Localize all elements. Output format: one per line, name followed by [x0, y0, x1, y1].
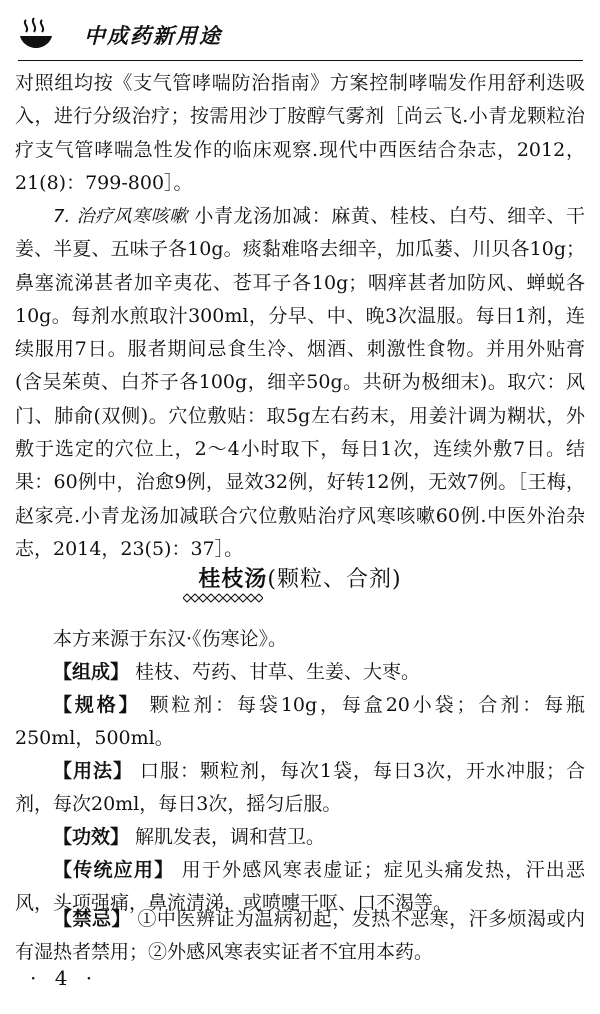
- section-title: [0, 562, 600, 593]
- entry-efficacy: [15, 821, 585, 854]
- item-body: 小青龙汤加减：麻黄、桂枝、白芍、细辛、干姜、半夏、五味子各10g。痰黏难咯去细辛，加瓜蒌、川贝各10g；鼻塞流涕甚者加辛夷花、苍耳子各10g；咽痒甚者加防风、蝉蜕各10g。每剂水煎取汁300ml，分早、中、晚3次温服。每日1剂，连续服用7日。服者期间忌食生冷、烟酒、刺激性食物。并用外贴膏(含吴茱萸、白芥子各100g，细辛50g。共研为极细末)。取穴：风门、肺俞(双侧)。穴位敷贴：取5g左右药末，用姜汁调为糊状，外敷于选定的穴位上，2～4小时取下，每日1次，连续外敷7日。结果：60例中，治愈9例，显效32例，好转12例，无效7例。［王梅，赵家亮.小青龙汤加减联合穴位敷贴治疗风寒咳嗽60例.中医外治杂志，2014，23(5)：37］。: [15, 205, 585, 560]
- entry-text: ①中医辨证为温病初起，发热不恶寒，汗多烦渴或内有湿热者禁用；②外感风寒表实证者不宜用本药。: [15, 908, 585, 964]
- source-line: 本方来源于东汉·《伤寒论》。: [53, 628, 288, 650]
- entry-text: 解肌发表，调和营卫。: [129, 826, 326, 848]
- steam-bowl-icon: [18, 16, 54, 50]
- running-header: [18, 16, 583, 50]
- entry-composition: [15, 656, 585, 689]
- entry-label: 【功效】: [53, 826, 130, 848]
- entry-contraindications: [15, 903, 585, 970]
- entry-text: 口服：颗粒剂，每次1袋，每日3次，开水冲服；合剂，每次20ml，每日3次，摇匀后服。: [15, 760, 585, 816]
- item-heading: 7. 治疗风寒咳嗽: [53, 206, 188, 227]
- entry-text: 颗粒剂：每袋10g，每盒20小袋；合剂：每瓶250ml，500ml。: [15, 694, 585, 750]
- entry-label: 【规格】: [53, 694, 141, 716]
- section-title-main: 桂枝汤: [198, 566, 268, 592]
- entry-text: 用于外感风寒表虚证；症见头痛发热，汗出恶风，头项强痛，鼻流清涕，或喷嚏干呕、口不渴等。: [15, 859, 585, 915]
- entry-label: 【用法】: [53, 760, 133, 782]
- header-rule: [18, 60, 583, 61]
- paragraph-item-7: [15, 200, 585, 566]
- entry-label: 【组成】: [53, 661, 130, 683]
- entry-usage: [15, 755, 585, 822]
- page-number: · 4 ·: [30, 966, 99, 990]
- entry-specification: [15, 689, 585, 756]
- entry-label: 【禁忌】: [53, 908, 131, 930]
- running-title: 中成药新用途: [84, 24, 222, 48]
- entry-label: 【传统应用】: [53, 859, 175, 881]
- section-title-sub: (颗粒、合剂): [267, 567, 402, 592]
- paragraph-continued: 对照组均按《支气管哮喘防治指南》方案控制哮喘发作用舒利迭吸入，进行分级治疗；按需用沙丁胺醇气雾剂［尚云飞.小青龙颗粒治疗支气管哮喘急性发作的临床观察.现代中西医结合杂志，2012，21(8)：799-800］。: [15, 72, 585, 194]
- entry-text: 桂枝、芍药、甘草、生姜、大枣。: [129, 661, 421, 683]
- title-ornament: [183, 591, 263, 605]
